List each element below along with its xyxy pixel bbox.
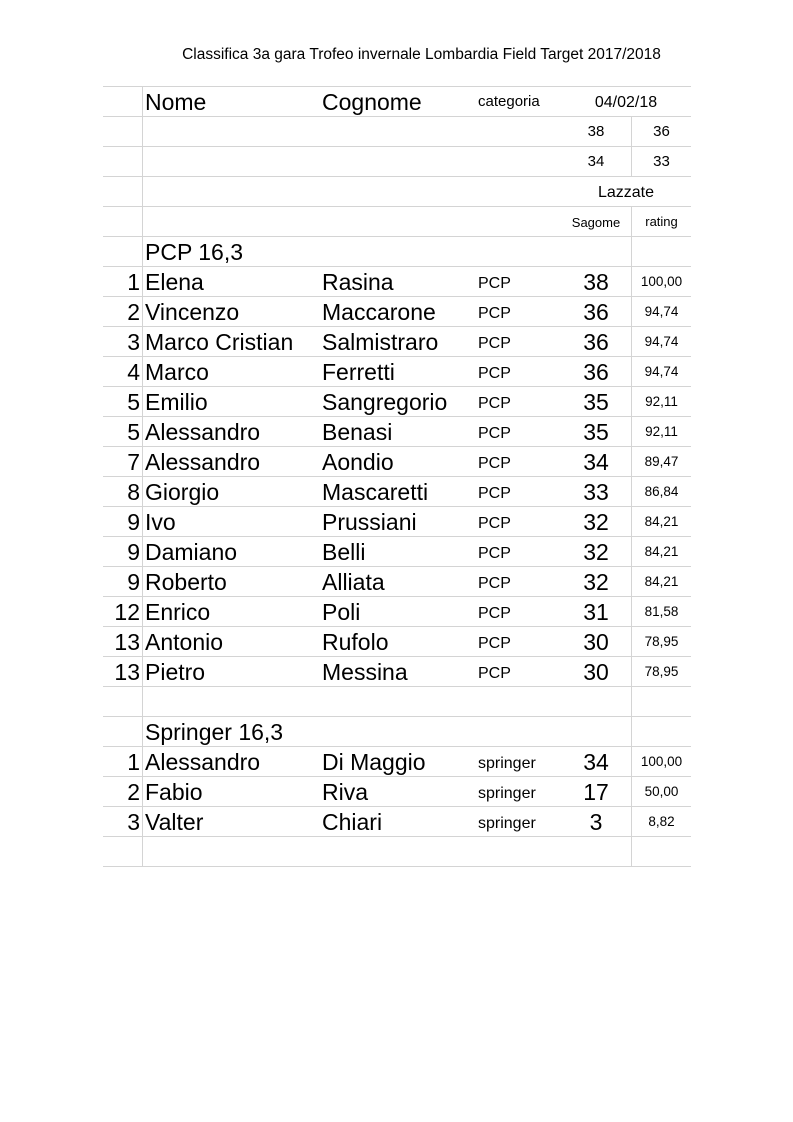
header-cognome: Cognome <box>322 87 476 117</box>
position-cell: 5 <box>103 387 143 417</box>
spacer-row <box>103 837 691 867</box>
sagome-cell: 36 <box>561 357 632 387</box>
table-row <box>103 657 691 687</box>
sagome-cell: 32 <box>561 567 632 597</box>
nome-cell: Valter <box>143 807 323 837</box>
cognome-cell: Rasina <box>322 267 476 297</box>
sagome-cell: 38 <box>561 267 632 297</box>
categoria-cell: PCP <box>476 447 561 477</box>
cognome-cell: Aondio <box>322 447 476 477</box>
table-row <box>103 597 691 627</box>
rating-cell: 78,95 <box>632 657 692 687</box>
rating-cell: 94,74 <box>632 327 692 357</box>
header-value-d: 33 <box>632 147 692 177</box>
position-cell: 4 <box>103 357 143 387</box>
table-row <box>103 627 691 657</box>
rating-cell: 94,74 <box>632 357 692 387</box>
sagome-cell: 34 <box>561 747 632 777</box>
cognome-cell: Prussiani <box>322 507 476 537</box>
rating-cell: 84,21 <box>632 537 692 567</box>
sagome-cell: 17 <box>561 777 632 807</box>
sagome-cell: 35 <box>561 417 632 447</box>
sagome-cell: 3 <box>561 807 632 837</box>
header-row-4 <box>103 177 691 207</box>
table-row <box>103 747 691 777</box>
header-pos-cell <box>103 87 143 117</box>
table-row <box>103 777 691 807</box>
header-value-c: 34 <box>561 147 632 177</box>
spacer-row <box>103 687 691 717</box>
nome-cell: Enrico <box>143 597 323 627</box>
nome-cell: Pietro <box>143 657 323 687</box>
header-row-2 <box>103 117 691 147</box>
table-row <box>103 417 691 447</box>
table-row <box>103 297 691 327</box>
cognome-cell: Mascaretti <box>322 477 476 507</box>
table-row <box>103 567 691 597</box>
rating-cell: 8,82 <box>632 807 692 837</box>
position-cell: 2 <box>103 777 143 807</box>
header-value-a: 38 <box>561 117 632 147</box>
rating-cell: 94,74 <box>632 297 692 327</box>
rating-cell: 78,95 <box>632 627 692 657</box>
sagome-cell: 32 <box>561 507 632 537</box>
categoria-cell: PCP <box>476 327 561 357</box>
table-row <box>103 807 691 837</box>
nome-cell: Alessandro <box>143 747 323 777</box>
cognome-cell: Sangregorio <box>322 387 476 417</box>
table-row <box>103 477 691 507</box>
header-row <box>103 87 691 117</box>
categoria-cell: PCP <box>476 567 561 597</box>
sagome-cell: 32 <box>561 537 632 567</box>
section-header-row <box>103 237 691 267</box>
cognome-cell: Salmistraro <box>322 327 476 357</box>
position-cell: 5 <box>103 417 143 447</box>
table-row <box>103 357 691 387</box>
nome-cell: Marco Cristian <box>143 327 323 357</box>
nome-cell: Fabio <box>143 777 323 807</box>
nome-cell: Damiano <box>143 537 323 567</box>
position-cell: 3 <box>103 327 143 357</box>
sagome-cell: 30 <box>561 657 632 687</box>
cognome-cell: Belli <box>322 537 476 567</box>
position-cell: 1 <box>103 267 143 297</box>
position-cell: 9 <box>103 537 143 567</box>
header-row-3 <box>103 147 691 177</box>
rating-cell: 89,47 <box>632 447 692 477</box>
section-header-row <box>103 717 691 747</box>
categoria-cell: PCP <box>476 297 561 327</box>
sagome-cell: 36 <box>561 297 632 327</box>
position-cell: 12 <box>103 597 143 627</box>
rating-cell: 50,00 <box>632 777 692 807</box>
rating-cell: 100,00 <box>632 747 692 777</box>
cognome-cell: Chiari <box>322 807 476 837</box>
nome-cell: Alessandro <box>143 447 323 477</box>
nome-cell: Marco <box>143 357 323 387</box>
cognome-cell: Maccarone <box>322 297 476 327</box>
sagome-cell: 33 <box>561 477 632 507</box>
position-cell: 8 <box>103 477 143 507</box>
table-row <box>103 537 691 567</box>
position-cell: 13 <box>103 627 143 657</box>
section-title: Springer 16,3 <box>143 717 323 747</box>
categoria-cell: springer <box>476 777 561 807</box>
nome-cell: Roberto <box>143 567 323 597</box>
nome-cell: Giorgio <box>143 477 323 507</box>
categoria-cell: PCP <box>476 417 561 447</box>
header-place: Lazzate <box>561 177 691 207</box>
cognome-cell: Benasi <box>322 417 476 447</box>
header-date: 04/02/18 <box>561 87 691 117</box>
rating-cell: 86,84 <box>632 477 692 507</box>
categoria-cell: PCP <box>476 537 561 567</box>
header-nome: Nome <box>143 87 323 117</box>
header-value-b: 36 <box>632 117 692 147</box>
rating-cell: 92,11 <box>632 387 692 417</box>
categoria-cell: PCP <box>476 657 561 687</box>
rating-cell: 92,11 <box>632 417 692 447</box>
cognome-cell: Rufolo <box>322 627 476 657</box>
position-cell: 13 <box>103 657 143 687</box>
categoria-cell: PCP <box>476 627 561 657</box>
categoria-cell: PCP <box>476 357 561 387</box>
page-title: Classifica 3a gara Trofeo invernale Lombardia Field Target 2017/2018 <box>182 46 661 63</box>
table-row <box>103 387 691 417</box>
categoria-cell: PCP <box>476 597 561 627</box>
rating-cell: 81,58 <box>632 597 692 627</box>
table-row <box>103 507 691 537</box>
categoria-cell: springer <box>476 747 561 777</box>
header-row-5 <box>103 207 691 237</box>
ranking-table <box>103 86 691 867</box>
rating-cell: 100,00 <box>632 267 692 297</box>
nome-cell: Alessandro <box>143 417 323 447</box>
position-cell: 2 <box>103 297 143 327</box>
header-rating: rating <box>632 207 692 237</box>
categoria-cell: springer <box>476 807 561 837</box>
rating-cell: 84,21 <box>632 567 692 597</box>
position-cell: 3 <box>103 807 143 837</box>
nome-cell: Vincenzo <box>143 297 323 327</box>
categoria-cell: PCP <box>476 387 561 417</box>
section-title: PCP 16,3 <box>143 237 323 267</box>
cognome-cell: Di Maggio <box>322 747 476 777</box>
nome-cell: Ivo <box>143 507 323 537</box>
sagome-cell: 35 <box>561 387 632 417</box>
cognome-cell: Poli <box>322 597 476 627</box>
position-cell: 1 <box>103 747 143 777</box>
rating-cell: 84,21 <box>632 507 692 537</box>
header-categoria: categoria <box>476 87 561 117</box>
table-row <box>103 447 691 477</box>
sagome-cell: 30 <box>561 627 632 657</box>
position-cell: 9 <box>103 567 143 597</box>
position-cell: 7 <box>103 447 143 477</box>
table-row <box>103 327 691 357</box>
sagome-cell: 34 <box>561 447 632 477</box>
sagome-cell: 36 <box>561 327 632 357</box>
header-sagome: Sagome <box>561 207 632 237</box>
table-row <box>103 267 691 297</box>
cognome-cell: Messina <box>322 657 476 687</box>
sagome-cell: 31 <box>561 597 632 627</box>
cognome-cell: Alliata <box>322 567 476 597</box>
nome-cell: Antonio <box>143 627 323 657</box>
position-cell: 9 <box>103 507 143 537</box>
categoria-cell: PCP <box>476 507 561 537</box>
cognome-cell: Riva <box>322 777 476 807</box>
nome-cell: Elena <box>143 267 323 297</box>
nome-cell: Emilio <box>143 387 323 417</box>
cognome-cell: Ferretti <box>322 357 476 387</box>
categoria-cell: PCP <box>476 267 561 297</box>
categoria-cell: PCP <box>476 477 561 507</box>
